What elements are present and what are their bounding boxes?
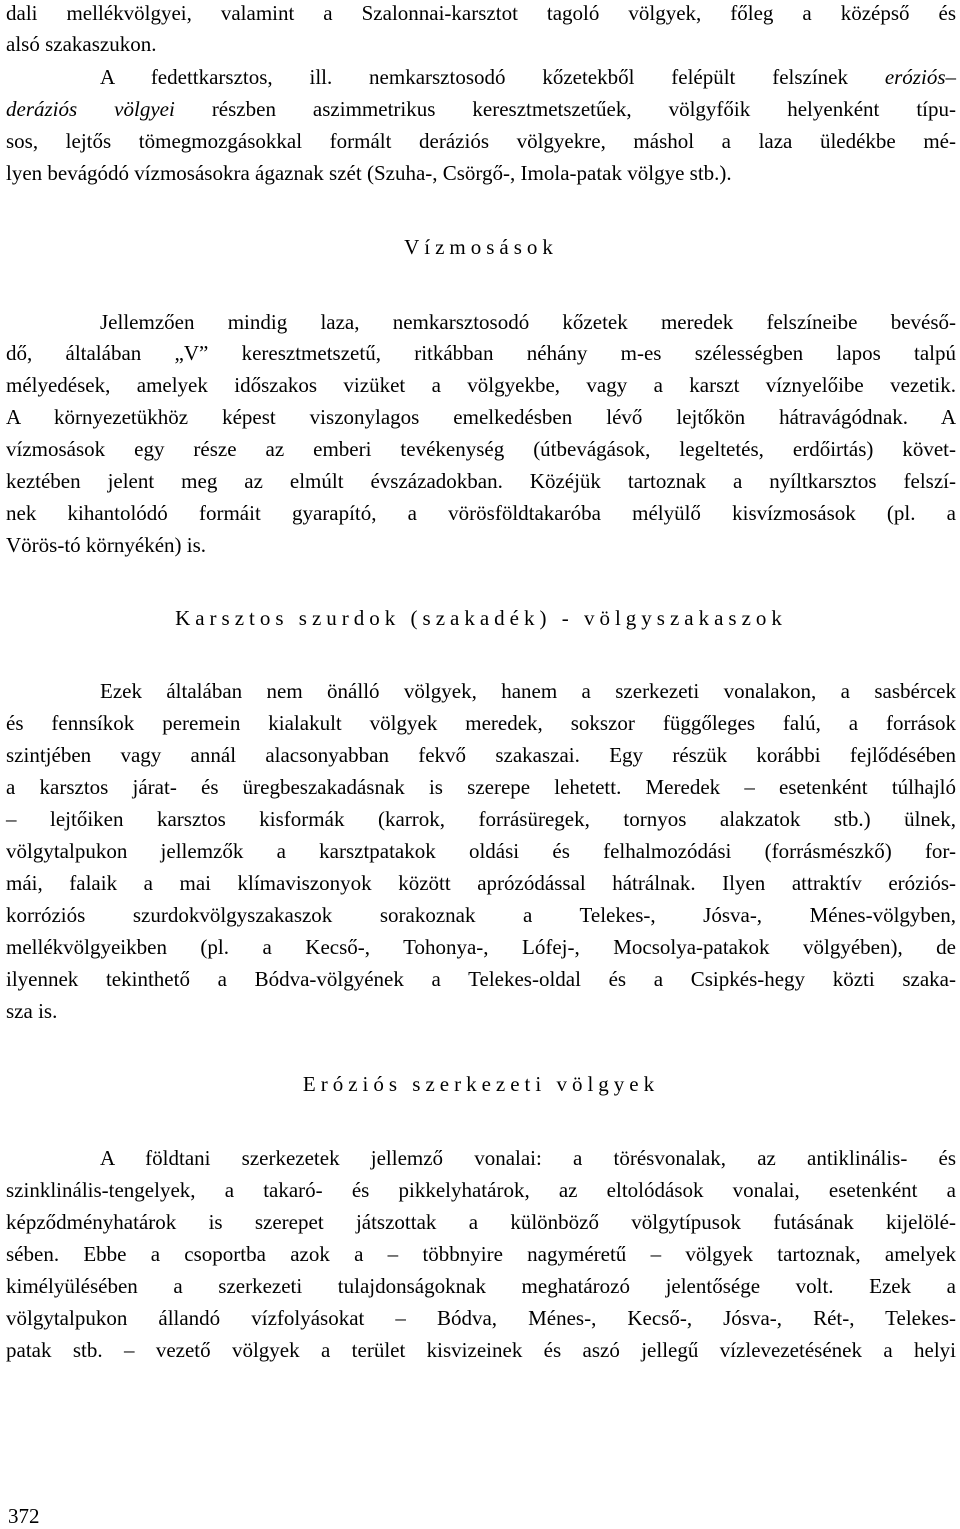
paragraph-line: patak stb. – vezető völgyek a terület kisvizeinek és aszó jellegű vízlevezetésének a helyi [6,1338,956,1362]
paragraph-line [6,64,956,90]
paragraph-line: a karsztos járat- és üregbeszakadásnak is szerepe lehetett. Meredek – esetenként túlhajló [6,775,956,799]
paragraph-line: mellékvölgyeikben (pl. a Kecső-, Tohonya-, Lófej-, Mocsolya-patakok völgyében), de [6,935,956,959]
paragraph-line: Jellemzően mindig laza, nemkarsztosodó kőzetek meredek felszíneibe bevéső- [100,310,956,334]
paragraph-line: völgytalpukon jellemzők a karsztpatakok oldási és felhalmozódási (forrásmészkő) for- [6,839,956,863]
paragraph-line: völgytalpukon állandó vízfolyásokat – Bódva, Ménes-, Kecső-, Jósva-, Rét-, Telekes- [6,1306,956,1330]
paragraph-line: dali mellékvölgyei, valamint a Szalonnai-karsztot tagoló völgyek, főleg a középső és [6,1,956,25]
paragraph-line: kimélyülésében a szerkezeti tulajdonságoknak meghatározó jelentősége volt. Ezek a [6,1274,956,1298]
text-span: részben aszimmetrikus keresztmetszetűek, völgyfőik helyenként típu- [211,97,957,121]
paragraph-line: – lejtőiken karsztos kisformák (karrok, forrásüregek, tornyos alakzatok stb.) ülnek, [6,807,956,831]
section-heading: Eróziós szerkezeti völgyek [302,1072,660,1096]
paragraph-line: sza is. [6,999,58,1023]
paragraph-line: keztében jelent meg az elmúlt évszázadokban. Közéjük tartoznak a nyíltkarsztos felszí- [6,469,956,493]
section-heading: Karsztos szurdok (szakadék) - völgyszakaszok [175,606,787,630]
paragraph-line: nek kihantolódó formáit gyarapító, a vörösföldtakaróba mélyülő kisvízmosások (pl. a [6,501,956,525]
paragraph-line: képződményhatárok is szerepet játszottak a különböző völgytípusok futásának kijelölé- [6,1210,956,1234]
paragraph-line: vízmosások egy része az emberi tevékenység (útbevágások, legeltetés, erdőirtás) követ- [6,437,956,461]
paragraph-line: Ezek általában nem önálló völgyek, hanem a szerkezeti vonalakon, a sasbércek [100,679,956,703]
paragraph-line: lyen bevágódó vízmosásokra ágaznak szét (Szuha-, Csörgő-, Imola-patak völgye stb.). [6,161,732,185]
paragraph-line: A földtani szerkezetek jellemző vonalai: a törésvonalak, az antiklinális- és [100,1146,956,1170]
section-heading: Vízmosások [404,235,558,259]
paragraph-line: sos, lejtős tömegmozgásokkal formált deráziós völgyekre, máshol a laza üledékbe mé- [6,129,956,153]
italic-term: eróziós– [884,65,956,89]
page-number: 372 [8,1504,40,1528]
paragraph-line: A környezetükhöz képest viszonylagos emelkedésben lévő lejtőkön hátravágódnak. A [6,405,956,429]
paragraph-line: Vörös-tó környékén) is. [6,533,207,557]
paragraph-line: dő, általában „V” keresztmetszetű, ritkábban néhány m-es szélességben lapos talpú [6,341,956,365]
paragraph-line: alsó szakaszukon. [6,32,157,56]
paragraph-line: ilyennek tekinthető a Bódva-völgyének a Telekes-oldal és a Csipkés-hegy közti szaka- [6,967,956,991]
paragraph-line: korróziós szurdokvölgyszakaszok sorakoznak a Telekes-, Jósva-, Ménes-völgyben, [6,903,956,927]
paragraph-line: szinklinális-tengelyek, a takaró- és pikkelyhatárok, az eltolódások vonalai, esetenként a [6,1178,956,1202]
paragraph-line: mélyedések, amelyek időszakos vizüket a völgyekbe, vagy a karszt víznyelőibe vezetik. [6,373,956,397]
paragraph-line: mái, falaik a mai klímaviszonyok között aprózódással hátrálnak. Ilyen attraktív eróziós- [6,871,956,895]
paragraph-line: szintjében vagy annál alacsonyabban fekvő szakaszai. Egy részük korábbi fejlődésében [6,743,956,767]
italic-term: deráziós völgyei [6,97,175,121]
paragraph-line: és fennsíkok peremein kialakult völgyek meredek, sokszor függőleges falú, a források [6,711,956,735]
paragraph-line: sében. Ebbe a csoportba azok a – többnyire nagyméretű – völgyek tartoznak, amelyek [6,1242,956,1266]
text-span: A fedettkarsztos, ill. nemkarsztosodó kőzetekből felépült felszínek [100,65,848,89]
paragraph-line [6,96,956,122]
